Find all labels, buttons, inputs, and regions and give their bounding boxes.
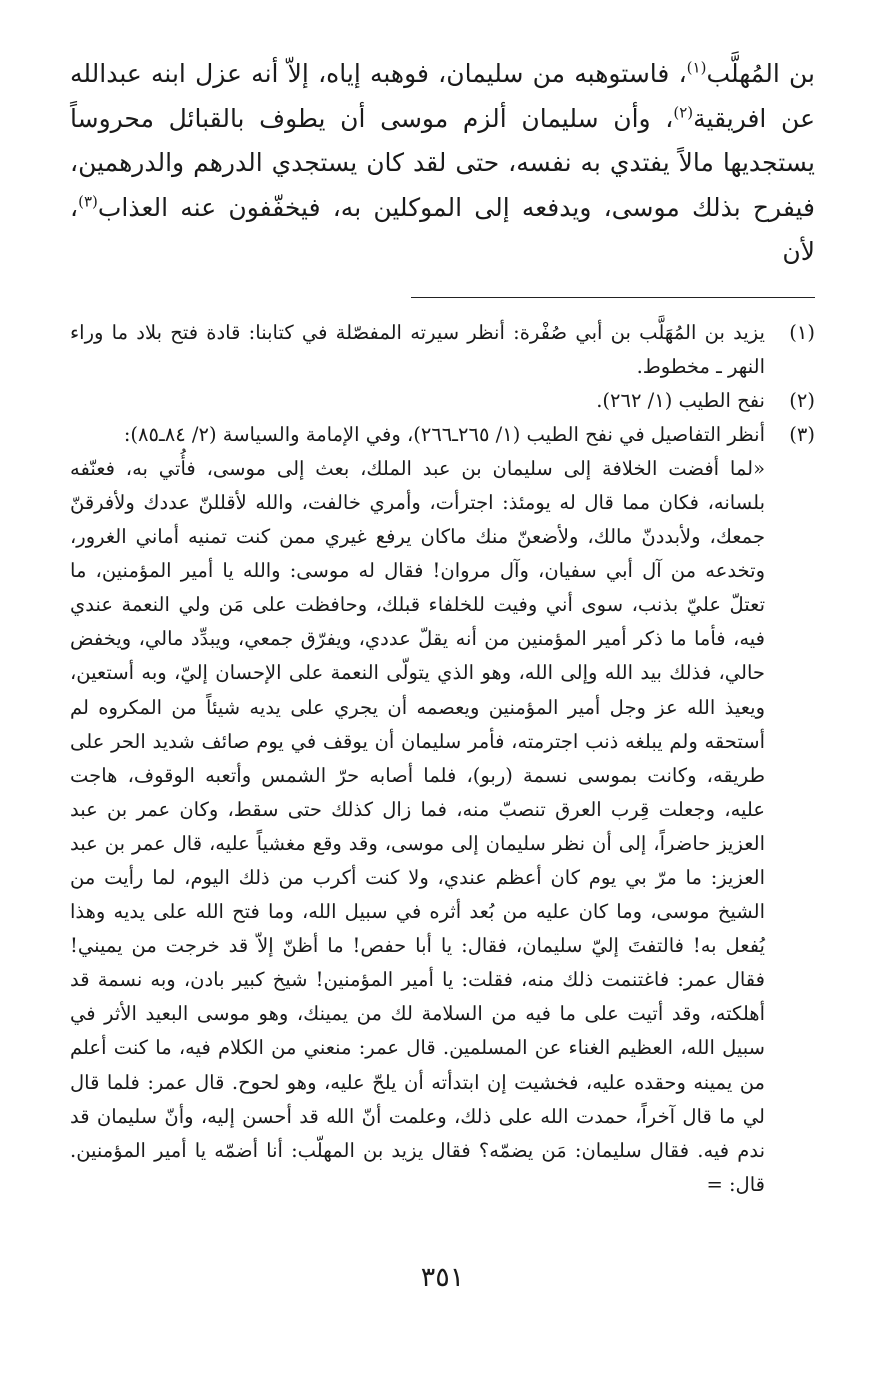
footnote-number: (٢) (789, 388, 815, 412)
footnote-number: (٣) (789, 422, 815, 446)
footnote-body (70, 418, 765, 1202)
footnote-3 (70, 418, 815, 1202)
main-text-segment-1: بن المُهلَّب (706, 59, 815, 88)
main-text-segment-2: ، فاستوهبه من سليمان، فوهبه إياه، إلاّ أنه عزل ابنه عبدالله عن افريقية (70, 59, 815, 133)
footnote-number: (١) (789, 320, 815, 344)
footnote-text: يزيد بن المُهَلَّب بن أبي صُفْرة: أنظر سيرته المفصّلة في كتابنا: قادة فتح بلاد ما وراء النهر ـ مخطوط. (70, 320, 765, 378)
main-text-segment-3: ، وأن سليمان ألزم موسى أن يطوف بالقبائل محروساً يستجديها مالاً يفتدي به نفسه، حتى لقد كان يستجدي الدرهم والدرهمين، فيفرح بذلك موسى، ويدفعه إلى الموكلين به، فيخفّفون عنه العذاب (70, 103, 815, 222)
main-paragraph (70, 52, 815, 275)
footnote-2 (70, 384, 815, 418)
footnote-divider (411, 297, 815, 298)
page-content (70, 52, 815, 1202)
footnote-intro: أنظر التفاصيل في نفح الطيب (١/ ٢٦٥ـ٢٦٦)، وفي الإمامة والسياسة (٢/ ٨٤ـ٨٥): (123, 422, 765, 446)
footnote-ref-1[interactable]: (١) (686, 58, 707, 77)
page-number: ٣٥١ (420, 1262, 465, 1293)
footnote-quote: «لما أفضت الخلافة إلى سليمان بن عبد الملك، بعث إلى موسى، فأُتي به، فعنّفه بلسانه، فكان مما قال له يومئذ: اجترأت، وأمري خالفت، والله لأقللنّ عددك ولأفرقنّ جمعك، ولأبددنّ مالك، ولأضعنّ منك ماكان يرفع غيري ممن كنت تمنيه أماني الغرور، وتخدعه من آل أبي سفيان، وآل مروان! فقال له موسى: والله يا أمير المؤمنين، ما تعتلّ عليّ بذنب، سوى أني وفيت للخلفاء قبلك، وحافظت على مَن ولي النعمة عندي فيه، فأما ما ذكر أمير المؤمنين من أنه يقلّ عددي، ويفرّق جمعي، ويبدِّد مالي، ويخفض حالي، فذلك بيد الله وإلى الله، وهو الذي يتولّى النعمة على الإحسان إليّ، وبه أستعين، ويعيذ الله عز وجل أمير المؤمنين ويعصمه أن يجري على يديه شيئاً من المكروه لم أستحقه ولم يبلغه ذنب اجترمته، فأمر سليمان أن يوقف في يوم صائف شديد الحر على طريقه، وكانت بموسى نسمة (ربو)، فلما أصابه حرّ الشمس وأتعبه الوقوف، هاجت عليه، وجعلت قِرب العرق تنصبّ منه، فما زال كذلك حتى سقط، وكان عمر بن عبد العزيز حاضراً، إلى أن نظر سليمان إلى موسى، وقد وقع مغشياً عليه، قال عمر بن عبد العزيز: ما مرّ بي يوم كان أعظم عندي، ولا كنت أكرب من ذلك اليوم، لما رأيت من الشيخ موسى، وما كان عليه من بُعد أثره في سبيل الله، وما فتح الله على يديه وهذا يُفعل به! فالتفتَ إليّ سليمان، فقال: يا أبا حفص! ما أظنّ إلاّ قد خرجت من يميني! فقال عمر: فاغتنمت ذلك منه، فقلت: يا أمير المؤمنين! شيخ كبير بادن، وبه نسمة قد أهلكته، وقد أتيت على ما فيه من السلامة لك من يمينك، وهو موسى البعيد الأثر في سبيل الله، العظيم الغناء عن المسلمين. قال عمر: منعني من الكلام فيه، ما كنت أعلم من يمينه وحقده عليه، فخشيت إن ابتدأته أن يلحّ عليه، وهو لحوح. قال عمر: فلما قال لي ما قال آخراً، حمدت الله على ذلك، وعلمت أنّ الله قد أحسن إليه، وأنّ سليمان قد ندم فيه. فقال سليمان: مَن يضمّه؟ فقال يزيد بن المهلّب: أنا أضمّه يا أمير المؤمنين. قال: = (70, 456, 765, 1196)
footnote-1 (70, 316, 815, 384)
footnote-text: نفح الطيب (١/ ٢٦٢). (596, 388, 765, 412)
footnote-ref-2[interactable]: (٢) (673, 103, 694, 122)
footnote-ref-3[interactable]: (٣) (78, 192, 98, 211)
footnotes (70, 316, 815, 1202)
main-text (70, 52, 815, 275)
main-text-segment-4: ، لأن (70, 192, 815, 266)
